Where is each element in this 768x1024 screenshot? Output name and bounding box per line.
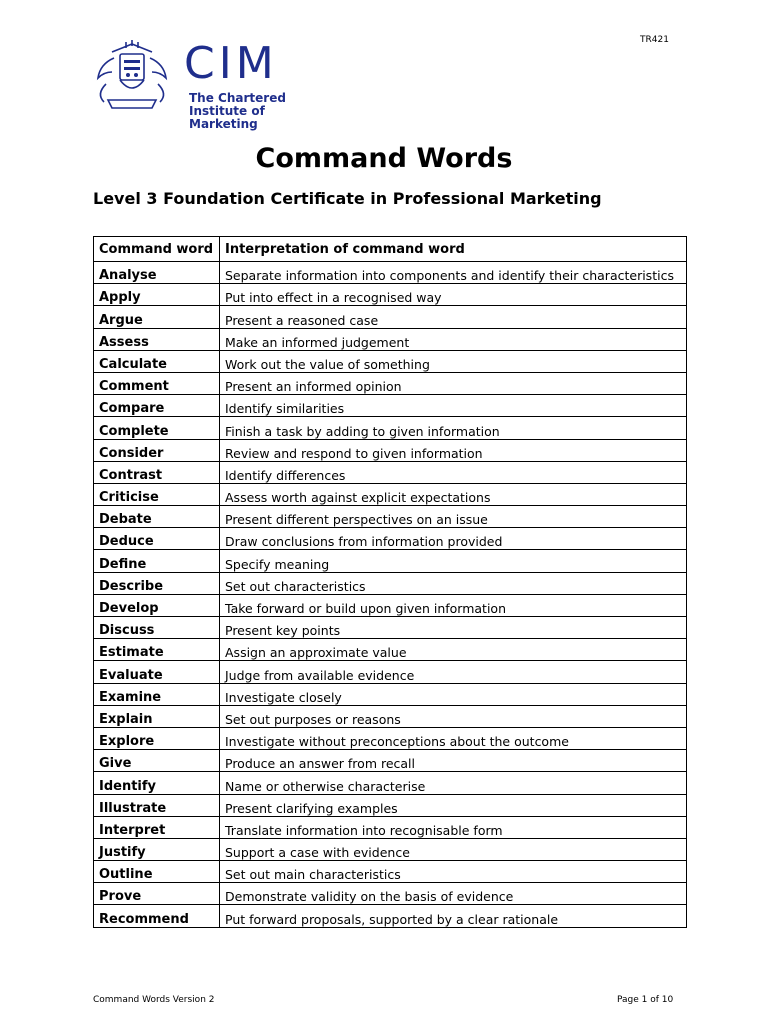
command-word-cell: Compare xyxy=(94,395,220,417)
command-word-cell: Illustrate xyxy=(94,794,220,816)
table-row xyxy=(94,439,687,461)
table-row xyxy=(94,639,687,661)
table-body xyxy=(94,262,687,928)
page-subtitle: Level 3 Foundation Certificate in Professional Marketing xyxy=(93,189,602,208)
table-row xyxy=(94,550,687,572)
interpretation-cell: Support a case with evidence xyxy=(220,838,687,860)
interpretation-cell: Demonstrate validity on the basis of evidence xyxy=(220,883,687,905)
command-word-cell: Evaluate xyxy=(94,661,220,683)
reference-code: TR421 xyxy=(640,35,669,45)
table-header-row xyxy=(94,237,687,262)
brand-name xyxy=(189,92,332,131)
interpretation-cell: Present an informed opinion xyxy=(220,372,687,394)
brand-mark: CIM xyxy=(184,38,278,89)
interpretation-cell: Make an informed judgement xyxy=(220,328,687,350)
command-word-cell: Develop xyxy=(94,594,220,616)
table-row xyxy=(94,417,687,439)
interpretation-cell: Present different perspectives on an issue xyxy=(220,506,687,528)
interpretation-cell: Review and respond to given information xyxy=(220,439,687,461)
command-word-cell: Complete xyxy=(94,417,220,439)
interpretation-cell: Work out the value of something xyxy=(220,350,687,372)
table-row xyxy=(94,594,687,616)
command-word-cell: Debate xyxy=(94,506,220,528)
table-row xyxy=(94,772,687,794)
table-row xyxy=(94,727,687,749)
table-row xyxy=(94,794,687,816)
interpretation-cell: Set out purposes or reasons xyxy=(220,705,687,727)
interpretation-cell: Assign an approximate value xyxy=(220,639,687,661)
interpretation-cell: Name or otherwise characterise xyxy=(220,772,687,794)
table-row xyxy=(94,905,687,927)
interpretation-cell: Draw conclusions from information provided xyxy=(220,528,687,550)
table-row xyxy=(94,262,687,284)
command-word-cell: Explain xyxy=(94,705,220,727)
interpretation-cell: Present a reasoned case xyxy=(220,306,687,328)
command-word-cell: Calculate xyxy=(94,350,220,372)
command-word-cell: Criticise xyxy=(94,483,220,505)
interpretation-cell: Investigate closely xyxy=(220,683,687,705)
interpretation-cell: Identify similarities xyxy=(220,395,687,417)
table-row xyxy=(94,883,687,905)
interpretation-cell: Identify differences xyxy=(220,461,687,483)
table-row xyxy=(94,661,687,683)
command-word-cell: Describe xyxy=(94,572,220,594)
interpretation-cell: Set out characteristics xyxy=(220,572,687,594)
column-header-meaning: Interpretation of command word xyxy=(220,237,687,262)
interpretation-cell: Set out main characteristics xyxy=(220,861,687,883)
interpretation-cell: Assess worth against explicit expectations xyxy=(220,483,687,505)
interpretation-cell: Specify meaning xyxy=(220,550,687,572)
interpretation-cell: Judge from available evidence xyxy=(220,661,687,683)
command-word-cell: Interpret xyxy=(94,816,220,838)
table-row xyxy=(94,395,687,417)
footer-page-number: Page 1 of 10 xyxy=(617,995,674,1005)
interpretation-cell: Present key points xyxy=(220,617,687,639)
command-word-cell: Argue xyxy=(94,306,220,328)
command-word-cell: Consider xyxy=(94,439,220,461)
table-row xyxy=(94,461,687,483)
interpretation-cell: Finish a task by adding to given information xyxy=(220,417,687,439)
command-word-cell: Prove xyxy=(94,883,220,905)
command-word-cell: Define xyxy=(94,550,220,572)
table-row xyxy=(94,506,687,528)
command-word-cell: Apply xyxy=(94,284,220,306)
interpretation-cell: Take forward or build upon given information xyxy=(220,594,687,616)
table-row xyxy=(94,816,687,838)
interpretation-cell: Put forward proposals, supported by a clear rationale xyxy=(220,905,687,927)
command-word-cell: Outline xyxy=(94,861,220,883)
interpretation-cell: Produce an answer from recall xyxy=(220,750,687,772)
interpretation-cell: Translate information into recognisable form xyxy=(220,816,687,838)
table-row xyxy=(94,372,687,394)
command-word-cell: Estimate xyxy=(94,639,220,661)
table-row xyxy=(94,483,687,505)
command-word-cell: Analyse xyxy=(94,262,220,284)
table-row xyxy=(94,617,687,639)
command-word-cell: Comment xyxy=(94,372,220,394)
command-word-cell: Examine xyxy=(94,683,220,705)
command-word-cell: Identify xyxy=(94,772,220,794)
column-header-word: Command word xyxy=(94,237,220,262)
command-word-cell: Deduce xyxy=(94,528,220,550)
table-row xyxy=(94,750,687,772)
footer-version: Command Words Version 2 xyxy=(93,995,215,1005)
command-words-table xyxy=(93,236,687,928)
command-word-cell: Give xyxy=(94,750,220,772)
interpretation-cell: Separate information into components and identify their characteristics xyxy=(220,262,687,284)
command-word-cell: Recommend xyxy=(94,905,220,927)
interpretation-cell: Put into effect in a recognised way xyxy=(220,284,687,306)
table-row xyxy=(94,838,687,860)
command-word-cell: Contrast xyxy=(94,461,220,483)
table-row xyxy=(94,328,687,350)
table-row xyxy=(94,572,687,594)
table-row xyxy=(94,683,687,705)
cim-logo xyxy=(92,38,332,131)
brand-line-1: The Chartered xyxy=(189,91,286,105)
table-row xyxy=(94,306,687,328)
command-word-cell: Assess xyxy=(94,328,220,350)
table-row xyxy=(94,528,687,550)
brand-line-2: Institute of Marketing xyxy=(189,104,265,131)
command-word-cell: Explore xyxy=(94,727,220,749)
table-row xyxy=(94,350,687,372)
table-row xyxy=(94,705,687,727)
command-word-cell: Discuss xyxy=(94,617,220,639)
interpretation-cell: Investigate without preconceptions about the outcome xyxy=(220,727,687,749)
table-row xyxy=(94,861,687,883)
interpretation-cell: Present clarifying examples xyxy=(220,794,687,816)
table-row xyxy=(94,284,687,306)
page-title: Command Words xyxy=(255,143,513,174)
crest-icon xyxy=(92,38,172,114)
command-word-cell: Justify xyxy=(94,838,220,860)
